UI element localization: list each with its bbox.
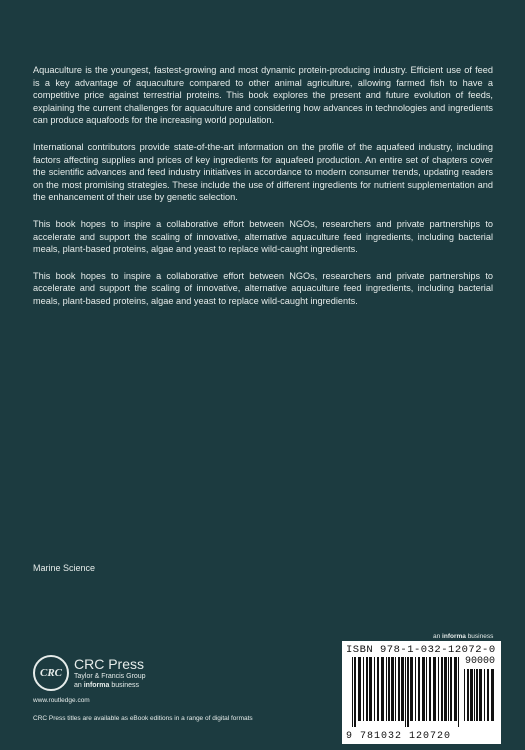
- blurb-paragraph-1: Aquaculture is the youngest, fastest-growing and most dynamic protein-producing industry. Efficient use of feed is a key advantage of aquaculture compared to other animal agriculture, allowing farmed fish to have a competitive price against terrestrial proteins. This book explores the present and future evolution of feeds, explaining the current challenges for aquaculture and considering how advances in technologies and ingredients can produce aquafoods for the increasing world population.: [33, 65, 493, 126]
- price-code: 90000: [464, 656, 495, 667]
- informa-tagline: an informa business: [433, 633, 494, 640]
- isbn-text: ISBN 978-1-032-12072-0: [346, 644, 496, 656]
- barcode-digits: 9 781032 120720: [346, 731, 452, 742]
- blurb-paragraph-4: This book hopes to inspire a collaborative effort between NGOs, researchers and private partnerships to accelerate and support the scaling of innovative, alternative aquaculture feed ingredients, including bacterial meals, plant-based proteins, algae and yeast to replace wild-caught ingredients.: [33, 270, 493, 306]
- blurb-paragraph-3: This book hopes to inspire a collaborative effort between NGOs, researchers and private partnerships to accelerate and support the scaling of innovative, alternative aquaculture feed ingredients, including bacterial meals, plant-based proteins, algae and yeast to replace wild-caught ingredients.: [33, 218, 493, 255]
- subject-category: Marine Science: [33, 563, 96, 573]
- publisher-name: CRC Press: [74, 656, 145, 672]
- publisher-group: Taylor & Francis Group: [74, 673, 146, 680]
- crc-logo-icon: CRC: [33, 655, 69, 691]
- blurb-paragraph-2: International contributors provide state-of-the-art information on the profile of the aquafeed industry, including factors affecting supplies and prices of key ingredients for aquafeed production. An entire set of chapters cover the scientific advances and feed industry initiatives in accordance to modern consumer trends, updating readers on the most promising strategies. These include the use of different ingredients for nutrient supplementation and the enhancement of their use by genetic selection.: [33, 141, 493, 203]
- barcode-icon: [352, 657, 460, 727]
- back-cover-blurb: [33, 64, 493, 322]
- ebook-footnote: CRC Press titles are available as eBook editions in a range of digital formats: [33, 715, 253, 722]
- price-barcode-icon: [464, 669, 494, 727]
- publisher-business: an informa business: [74, 682, 139, 689]
- publisher-logo: [33, 655, 146, 691]
- barcode-panel: [342, 641, 501, 744]
- publisher-website: www.routledge.com: [33, 697, 90, 704]
